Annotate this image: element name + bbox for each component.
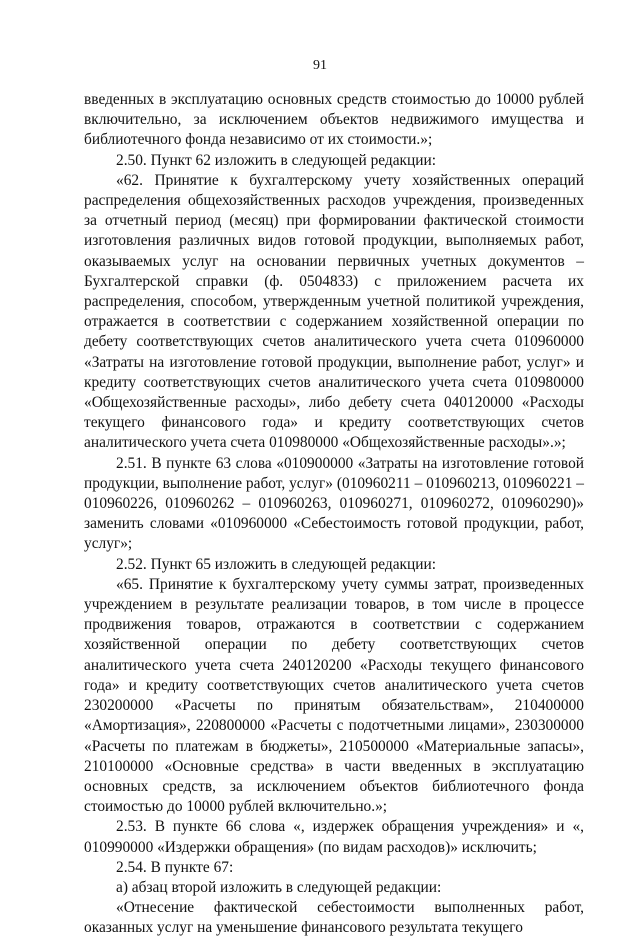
paragraph-clause-65: «65. Принятие к бухгалтерскому учету суммы затрат, произведенных учреждением в результате реализации товаров, в том числе в процессе продвижения товаров, отражаются в соответствии с содержанием хозяйственной операции по дебету соответствующих счетов аналитического учета счета 240120200 «Расходы текущего финансового года» и кредиту соответствующих счетов аналитического учета счетов 230200000 «Расчеты по принятым обязательствам», 210400000 «Амортизация», 220800000 «Расчеты с подотчетными лицами», 230300000 «Расчеты по платежам в бюджеты», 210500000 «Материальные запасы», 210100000 «Основные средства» в части введенных в эксплуатацию основных средств, за исключением объектов библиотечного фонда стоимостью до 10000 рублей включительно.»; — [84, 575, 584, 816]
paragraph-quote-start: «Отнесение фактической себестоимости выполненных работ, оказанных услуг на уменьшение финансового результата текущего — [84, 899, 584, 937]
paragraph-2-52: 2.52. Пункт 65 изложить в следующей редакции: — [116, 555, 437, 573]
paragraph-2-54: 2.54. В пункте 67: — [116, 858, 234, 876]
paragraph-2-51: 2.51. В пункте 63 слова «010900000 «Затраты на изготовление готовой продукции, выполнение работ, услуг» (010960211 – 010960213, 010960221 – 010960226, 010960262 – 010960263, 010960271, 010960272, 010960290)» заменить словами «010960000 «Себестоимость готовой продукции, работ, услуг»; — [84, 454, 584, 553]
page-number: 91 — [313, 58, 327, 73]
document-body — [84, 90, 584, 939]
paragraph-clause-62: «62. Принятие к бухгалтерскому учету хозяйственных операций распределения общехозяйственных расходов учреждения, произведенных за отчетный период (месяц) при формировании фактической стоимости изготовления различных видов готовой продукции, выполняемых работ, оказываемых услуг на основании первичных учетных документов – Бухгалтерской справки (ф. 0504833) с приложением расчета их распределения, способом, утвержденным учетной политикой учреждения, отражается в соответствии с содержанием хозяйственной операции по дебету соответствующих счетов аналитического учета счета 010960000 «Затраты на изготовление готовой продукции, выполнение работ, услуг» и кредиту соответствующих счетов аналитического учета счета 010980000 «Общехозяйственные расходы», либо дебету счета 040120000 «Расходы текущего финансового года» и кредиту соответствующих счетов аналитического учета счета 010980000 «Общехозяйственные расходы».»; — [84, 171, 584, 452]
paragraph-2-50: 2.50. Пункт 62 изложить в следующей редакции: — [116, 151, 437, 169]
paragraph-continuation: введенных в эксплуатацию основных средств стоимостью до 10000 рублей включительно, за исключением объектов недвижимого имущества и библиотечного фонда независимо от их стоимости.»; — [84, 91, 584, 149]
paragraph-2-53: 2.53. В пункте 66 слова «, издержек обращения учреждения» и «, 010990000 «Издержки обращения» (по видам расходов)» исключить; — [84, 818, 584, 856]
paragraph-item-a: а) абзац второй изложить в следующей редакции: — [116, 878, 442, 896]
